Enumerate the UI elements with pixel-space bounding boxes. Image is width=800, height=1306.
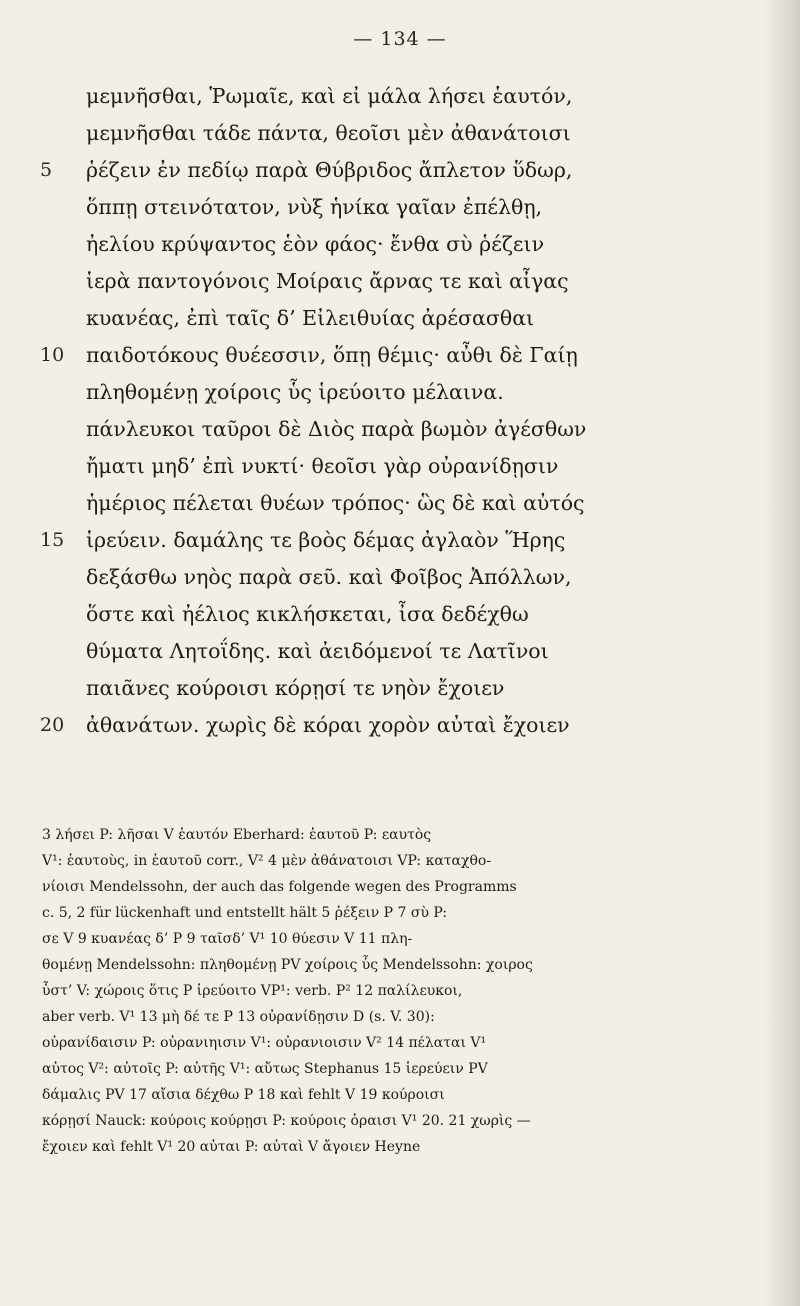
line-number bbox=[40, 635, 82, 667]
line-number: 10 bbox=[40, 344, 65, 366]
verse-line: παιᾶνες κούροισι κόρῃσί τε νηὸν ἔχοιεν bbox=[86, 676, 505, 700]
verse-line: πάνλευκοι ταῦροι δὲ Διὸς παρὰ βωμὸν ἀγέσθων bbox=[86, 417, 587, 441]
verse-line: κυανέας, ἐπὶ ταῖς δ’ Εἰλειθυίας ἀρέσασθαι bbox=[86, 306, 535, 330]
apparatus-line: θομένῃ Mendelssohn: πληθομένῃ PV χοίροις ὗς Mendelssohn: χοιρος bbox=[42, 957, 533, 973]
verse-line: παιδοτόκους θυέεσσιν, ὅπῃ θέμις· αὖθι δὲ Γαίῃ bbox=[86, 343, 578, 367]
line-number bbox=[40, 561, 82, 593]
line-number bbox=[40, 265, 82, 297]
line-number bbox=[40, 598, 82, 630]
apparatus-line: ἔχοιεν καὶ fehlt V¹ 20 αὐται P: αὐταὶ V ἄγοιεν Heyne bbox=[42, 1139, 421, 1155]
verse-line: δεξάσθω νηὸς παρὰ σεῦ. καὶ Φοῖβος Ἀπόλλων, bbox=[86, 565, 572, 589]
line-number bbox=[40, 450, 82, 482]
line-number bbox=[40, 302, 82, 334]
apparatus-line: V¹: ἑαυτοὺς, in ἑαυτοῦ corr., V² 4 μὲν ἀθάνατοισι VP: καταχθο- bbox=[42, 853, 492, 869]
line-number bbox=[40, 672, 82, 704]
page-number-header: — 134 — bbox=[353, 28, 447, 50]
verse-line: μεμνῆσθαι, Ῥωμαῖε, καὶ εἰ μάλα λήσει ἑαυτόν, bbox=[86, 84, 573, 108]
verse-line: πληθομένῃ χοίροις ὗς ἱρεύοιτο μέλαινα. bbox=[86, 380, 504, 404]
verse-line: ὅππῃ στεινότατον, νὺξ ἡνίκα γαῖαν ἐπέλθῃ, bbox=[86, 195, 543, 219]
apparatus-line: οὐρανίδαισιν P: οὐρανιηισιν V¹: οὐρανιοισιν V² 14 πέλαται V¹ bbox=[42, 1035, 487, 1051]
apparatus-line: c. 5, 2 für lückenhaft und entstellt hält 5 ῥέξειν P 7 σὺ P: bbox=[42, 905, 448, 921]
line-number bbox=[40, 376, 82, 408]
verse-line: ῥέζειν ἐν πεδίῳ παρὰ Θύβριδος ἄπλετον ὕδωρ, bbox=[86, 158, 573, 182]
line-number: 15 bbox=[40, 529, 65, 551]
line-number bbox=[40, 191, 82, 223]
verse-line: ὅστε καὶ ἠέλιος κικλήσκεται, ἶσα δεδέχθω bbox=[86, 602, 529, 626]
verse-line: ἱερὰ παντογόνοις Μοίραις ἄρνας τε καὶ αἶγας bbox=[86, 269, 569, 293]
line-number bbox=[40, 228, 82, 260]
verse-line: ἠελίου κρύψαντος ἑὸν φάος· ἔνθα σὺ ῥέζειν bbox=[86, 232, 545, 256]
line-number bbox=[40, 413, 82, 445]
line-number: 5 bbox=[40, 159, 53, 181]
line-number bbox=[40, 80, 82, 112]
line-number: 20 bbox=[40, 714, 65, 736]
line-number bbox=[40, 487, 82, 519]
apparatus-line: νίοισι Mendelssohn, der auch das folgende wegen des Programms bbox=[42, 879, 517, 895]
verse-line: ἤματι μηδ’ ἐπὶ νυκτί· θεοῖσι γὰρ οὐρανίδῃσιν bbox=[86, 454, 559, 478]
line-number bbox=[40, 117, 82, 149]
apparatus-line: αὐτος V²: αὐτοῖς P: αὐτῆς V¹: αὔτως Stephanus 15 ἱερεύειν PV bbox=[42, 1061, 488, 1077]
apparatus-line: κόρῃσί Nauck: κούροις κούρῃσι P: κούροις ὀραισι V¹ 20. 21 χωρὶς — bbox=[42, 1113, 531, 1129]
verse-line: ἱρεύειν. δαμάλης τε βοὸς δέμας ἀγλαὸν Ἥρης bbox=[86, 528, 566, 552]
verse-line: ἀθανάτων. χωρὶς δὲ κόραι χορὸν αὐταὶ ἔχοιεν bbox=[86, 713, 570, 737]
apparatus-line: δάμαλις PV 17 αἴσια δέχθω P 18 καὶ fehlt V 19 κούροισι bbox=[42, 1087, 445, 1103]
apparatus-line: aber verb. V¹ 13 μὴ δέ τε P 13 οὐρανίδῃσιν D (s. V. 30): bbox=[42, 1009, 435, 1025]
apparatus-line: ὗστ’ V: χώροις ὅτις P ἱρεύοιτο VP¹: verb. P² 12 παλίλευκοι, bbox=[42, 983, 463, 999]
binding-shadow bbox=[764, 0, 800, 1306]
verse-line: θύματα Λητοΐδης. καὶ ἀειδόμενοί τε Λατῖνοι bbox=[86, 639, 549, 663]
verse-line: μεμνῆσθαι τάδε πάντα, θεοῖσι μὲν ἀθανάτοισι bbox=[86, 121, 571, 145]
apparatus-line: σε V 9 κυανέας δ’ P 9 ταῖσδ’ V¹ 10 θύεσιν V 11 πλη- bbox=[42, 931, 413, 947]
verse-line: ἡμέριος πέλεται θυέων τρόπος· ὣς δὲ καὶ αὐτός bbox=[86, 491, 585, 515]
apparatus-line: 3 λήσει P: λῆσαι V ἑαυτόν Eberhard: ἑαυτοῦ P: εαυτὸς bbox=[42, 827, 432, 843]
critical-apparatus bbox=[42, 822, 752, 1160]
